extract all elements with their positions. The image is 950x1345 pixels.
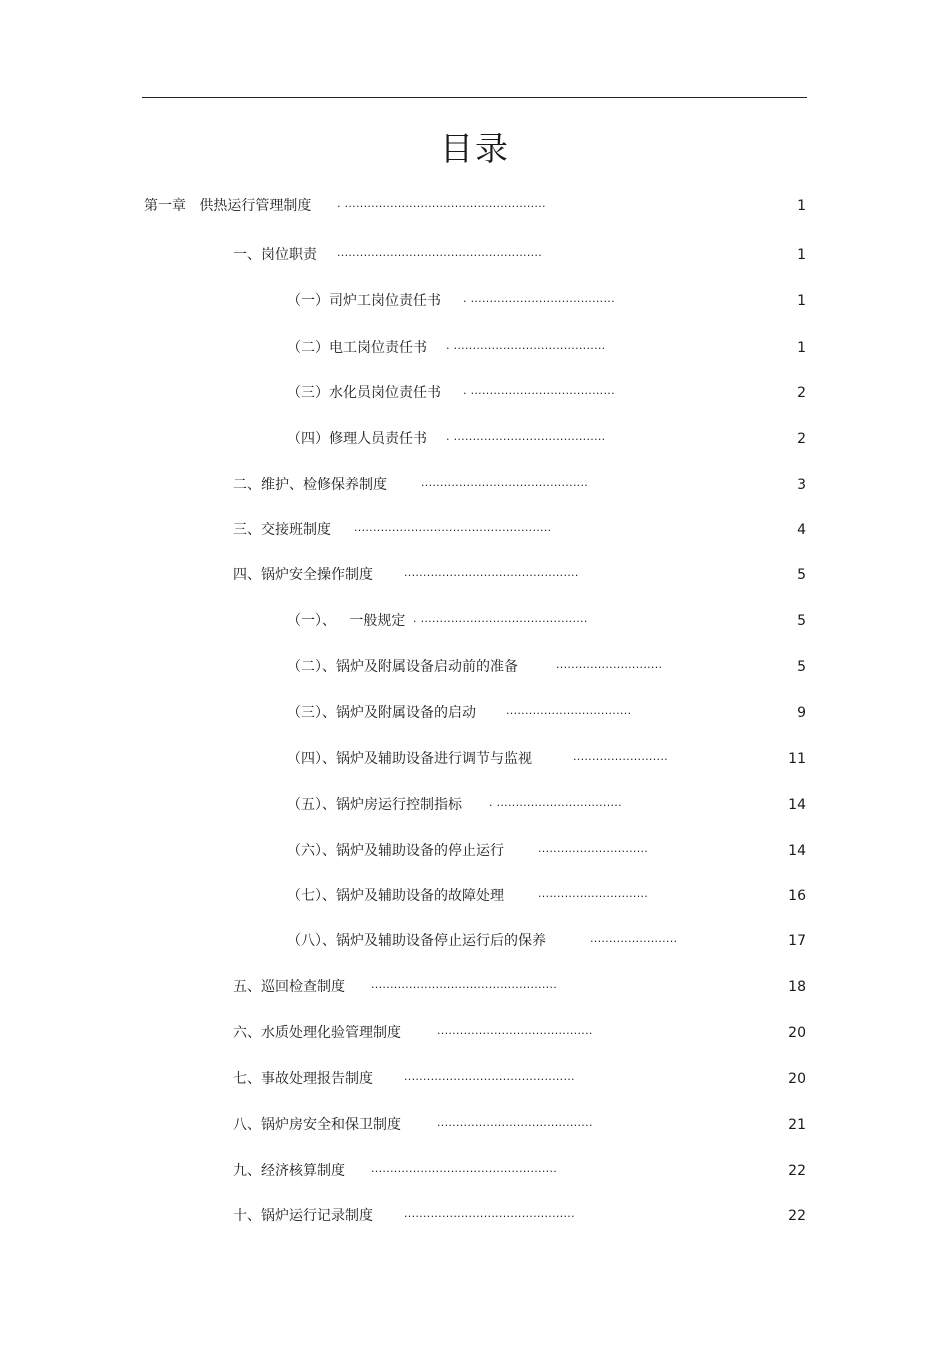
toc-entry-page-number: 22 xyxy=(788,1208,806,1224)
toc-entry-page-number: 3 xyxy=(797,477,806,493)
toc-entry-page-number: 5 xyxy=(797,659,806,675)
toc-entry[interactable] xyxy=(0,337,950,359)
toc-entry-leader: ...................................................... xyxy=(337,246,543,259)
toc-entry-label: （七）、锅炉及辅助设备的故障处理 xyxy=(287,888,504,904)
toc-entry-label: 第一章 供热运行管理制度 xyxy=(144,198,312,214)
toc-entry[interactable] xyxy=(0,474,950,496)
toc-entry-page-number: 14 xyxy=(788,797,806,813)
toc-entry-label: 五、巡回检查制度 xyxy=(233,979,345,995)
toc-entry[interactable] xyxy=(0,656,950,678)
page-title: 目录 xyxy=(440,129,510,168)
toc-entry-page-number: 20 xyxy=(788,1025,806,1041)
toc-entry[interactable] xyxy=(0,1068,950,1090)
toc-entry[interactable] xyxy=(0,885,950,907)
toc-entry-page-number: 1 xyxy=(797,247,806,263)
toc-entry[interactable] xyxy=(0,519,950,541)
toc-entry[interactable] xyxy=(0,244,950,266)
toc-entry-page-number: 4 xyxy=(797,522,806,538)
toc-entry-leader: . ..................................................... xyxy=(337,197,546,210)
toc-entry-page-number: 9 xyxy=(797,705,806,721)
toc-entry-page-number: 2 xyxy=(797,431,806,447)
toc-entry[interactable] xyxy=(0,428,950,450)
toc-entry-page-number: 16 xyxy=(788,888,806,904)
toc-entry-label: 二、维护、检修保养制度 xyxy=(233,477,387,493)
toc-entry[interactable] xyxy=(0,1205,950,1227)
toc-entry[interactable] xyxy=(0,610,950,632)
toc-entry-page-number: 22 xyxy=(788,1163,806,1179)
toc-entry-label: 七、事故处理报告制度 xyxy=(233,1071,373,1087)
toc-entry-page-number: 20 xyxy=(788,1071,806,1087)
toc-entry-page-number: 21 xyxy=(788,1117,806,1133)
toc-entry[interactable] xyxy=(0,195,950,217)
toc-entry-label: （二）、锅炉及附属设备启动前的准备 xyxy=(287,659,518,675)
toc-entry-leader: ......................... xyxy=(573,750,668,763)
toc-entry-page-number: 2 xyxy=(797,385,806,401)
toc-entry-leader: ............................. xyxy=(538,887,649,900)
toc-entry-label: （四）、锅炉及辅助设备进行调节与监视 xyxy=(287,751,532,767)
toc-entry-label: 一、岗位职责 xyxy=(233,247,317,263)
toc-entry-leader: ......................................... xyxy=(437,1116,593,1129)
toc-entry-leader: ................................................. xyxy=(371,978,558,991)
toc-entry[interactable] xyxy=(0,1114,950,1136)
toc-entry-leader: . ............................................ xyxy=(413,612,588,625)
toc-entry-label: 六、水质处理化验管理制度 xyxy=(233,1025,401,1041)
toc-entry-page-number: 17 xyxy=(788,933,806,949)
toc-entry-leader: . ........................................ xyxy=(446,339,606,352)
toc-entry-label: （三）水化员岗位责任书 xyxy=(287,385,441,401)
toc-entry-page-number: 1 xyxy=(797,198,806,214)
toc-entry[interactable] xyxy=(0,564,950,586)
toc-entry-label: （一）司炉工岗位责任书 xyxy=(287,293,441,309)
toc-entry[interactable] xyxy=(0,930,950,952)
toc-entry-leader: ............................................ xyxy=(421,476,589,489)
toc-entry-label: （一）、 一般规定 xyxy=(287,613,406,629)
toc-entry-page-number: 5 xyxy=(797,613,806,629)
toc-entry-leader: ................................................. xyxy=(371,1162,558,1175)
toc-entry-page-number: 11 xyxy=(788,751,806,767)
header-rule xyxy=(142,97,807,98)
toc-entry-page-number: 14 xyxy=(788,843,806,859)
toc-entry[interactable] xyxy=(0,840,950,862)
toc-entry-label: 八、锅炉房安全和保卫制度 xyxy=(233,1117,401,1133)
toc-entry-leader: .................................................... xyxy=(354,521,552,534)
toc-entry-leader: ................................. xyxy=(506,704,632,717)
toc-entry[interactable] xyxy=(0,1022,950,1044)
toc-entry[interactable] xyxy=(0,702,950,724)
toc-entry-leader: ............................. xyxy=(538,842,649,855)
toc-entry-label: （四）修理人员责任书 xyxy=(287,431,427,447)
toc-entry-label: （五）、锅炉房运行控制指标 xyxy=(287,797,462,813)
toc-entry-page-number: 18 xyxy=(788,979,806,995)
toc-entry-label: （八）、锅炉及辅助设备停止运行后的保养 xyxy=(287,933,546,949)
toc-entry-label: 九、经济核算制度 xyxy=(233,1163,345,1179)
toc-entry-leader: .............................................. xyxy=(404,566,579,579)
toc-entry[interactable] xyxy=(0,290,950,312)
toc-entry[interactable] xyxy=(0,794,950,816)
toc-entry[interactable] xyxy=(0,976,950,998)
toc-entry-label: （三）、锅炉及附属设备的启动 xyxy=(287,705,476,721)
toc-entry-leader: ............................................. xyxy=(404,1207,575,1220)
toc-entry-page-number: 1 xyxy=(797,293,806,309)
toc-entry-label: 四、锅炉安全操作制度 xyxy=(233,567,373,583)
toc-entry[interactable] xyxy=(0,748,950,770)
toc-entry-leader: ......................................... xyxy=(437,1024,593,1037)
toc-entry-leader: . ........................................ xyxy=(446,430,606,443)
toc-entry-leader: . ...................................... xyxy=(463,384,615,397)
toc-entry-leader: ............................................. xyxy=(404,1070,575,1083)
toc-entry-leader: . ...................................... xyxy=(463,292,615,305)
toc-entry-leader: ....................... xyxy=(590,932,678,945)
toc-entry-label: （六）、锅炉及辅助设备的停止运行 xyxy=(287,843,504,859)
toc-entry[interactable] xyxy=(0,1160,950,1182)
toc-entry-leader: ............................ xyxy=(556,658,663,671)
toc-entry-label: 十、锅炉运行记录制度 xyxy=(233,1208,373,1224)
toc-entry-label: 三、交接班制度 xyxy=(233,522,331,538)
toc-entry-page-number: 1 xyxy=(797,340,806,356)
toc-entry-label: （二）电工岗位责任书 xyxy=(287,340,427,356)
toc-entry-page-number: 5 xyxy=(797,567,806,583)
toc-entry-leader: . ................................. xyxy=(489,796,622,809)
toc-entry[interactable] xyxy=(0,382,950,404)
